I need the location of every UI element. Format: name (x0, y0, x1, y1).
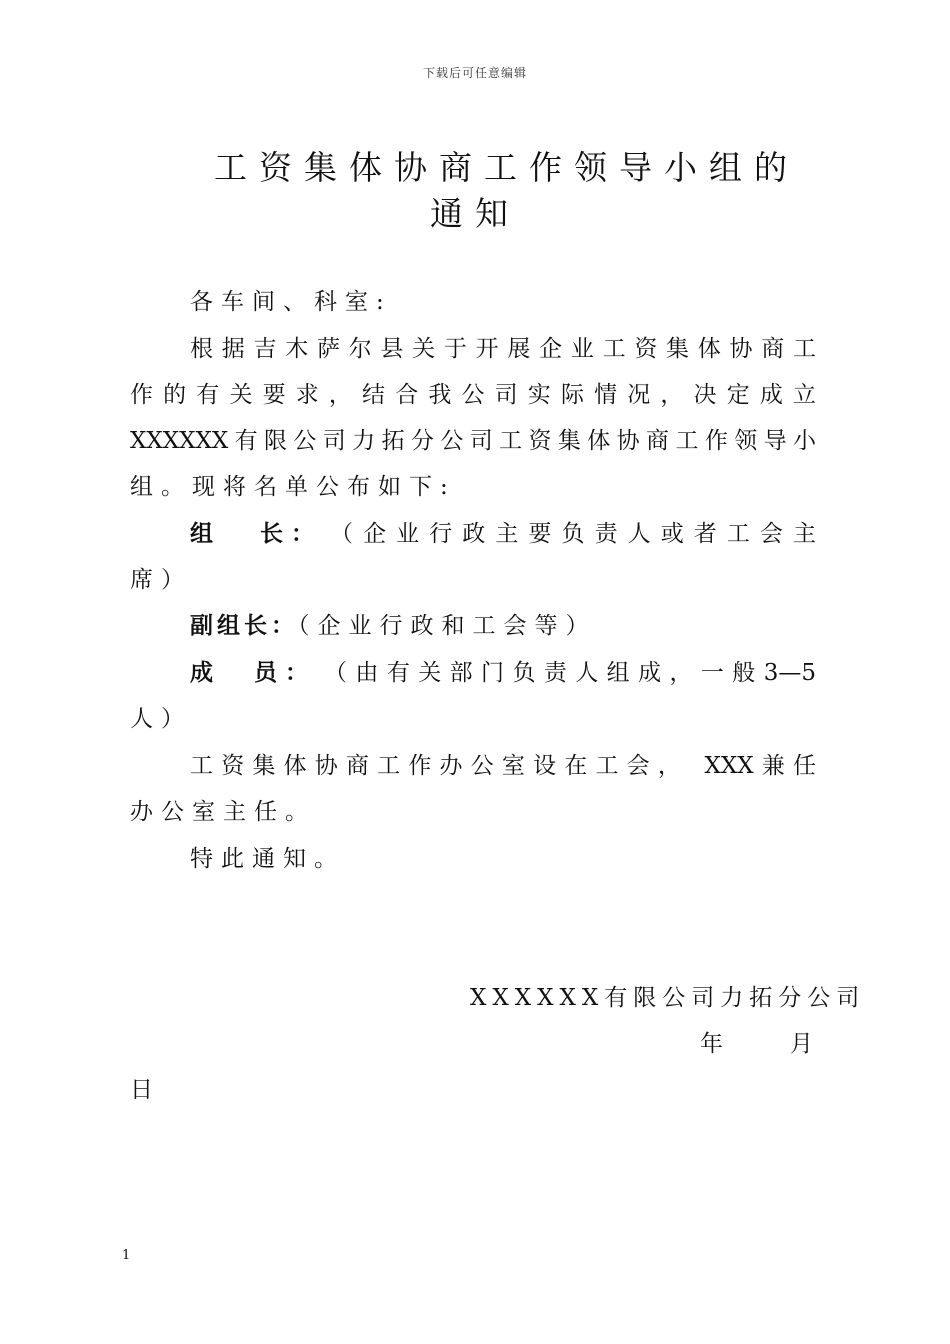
salutation: 各车间、科室: (190, 289, 392, 315)
leader-label-part-1: 组 (190, 521, 221, 547)
office-line-1: 工资集体协商工作办公室设在工会， XXX兼任 (190, 753, 816, 779)
deputy-label: 副组长： (190, 613, 298, 639)
office-line-2: 办公室主任。 (130, 799, 316, 825)
signature-year-label: 年 (700, 1031, 731, 1057)
member-description-line-2: 人） (130, 706, 192, 732)
leader-description-line-1: （企业行政主要负责人或者工会主 (330, 521, 816, 547)
signature-organization: XXXXXX有限公司力拓分公司 (470, 985, 866, 1011)
header-note: 下载后可任意编辑 (422, 66, 527, 80)
member-row (190, 657, 316, 689)
document-title-line-1: 工资集体协商工作领导小组的 (214, 148, 799, 187)
closing-text: 特此通知。 (190, 846, 345, 872)
deputy-row (190, 610, 597, 642)
document-title-line-2: 通知 (430, 194, 520, 233)
member-label-part-1: 成 (190, 660, 221, 686)
body-paragraph-line-4: 组。现将名单公布如下: (130, 474, 456, 500)
body-paragraph-line-3: XXXXXX有限公司力拓分公司工资集体协商工作领导小 (130, 428, 816, 454)
leader-description-line-2: 席） (130, 567, 192, 593)
body-paragraph-line-1: 根据吉木萨尔县关于开展企业工资集体协商工 (190, 336, 816, 362)
body-paragraph-line-2: 作的有关要求，结合我公司实际情况，决定成立 (130, 382, 816, 408)
page-number: 1 (122, 1248, 131, 1263)
deputy-description: （企业行政和工会等） (298, 613, 597, 639)
member-label-part-2: 员： (254, 660, 316, 686)
signature-month-label: 月 (790, 1031, 821, 1057)
member-description-line-1: （由有关部门负责人组成，一般3—5 (324, 660, 816, 686)
signature-day-label: 日 (130, 1077, 161, 1103)
leader-row (190, 518, 322, 550)
leader-label-part-2: 长： (260, 521, 322, 547)
